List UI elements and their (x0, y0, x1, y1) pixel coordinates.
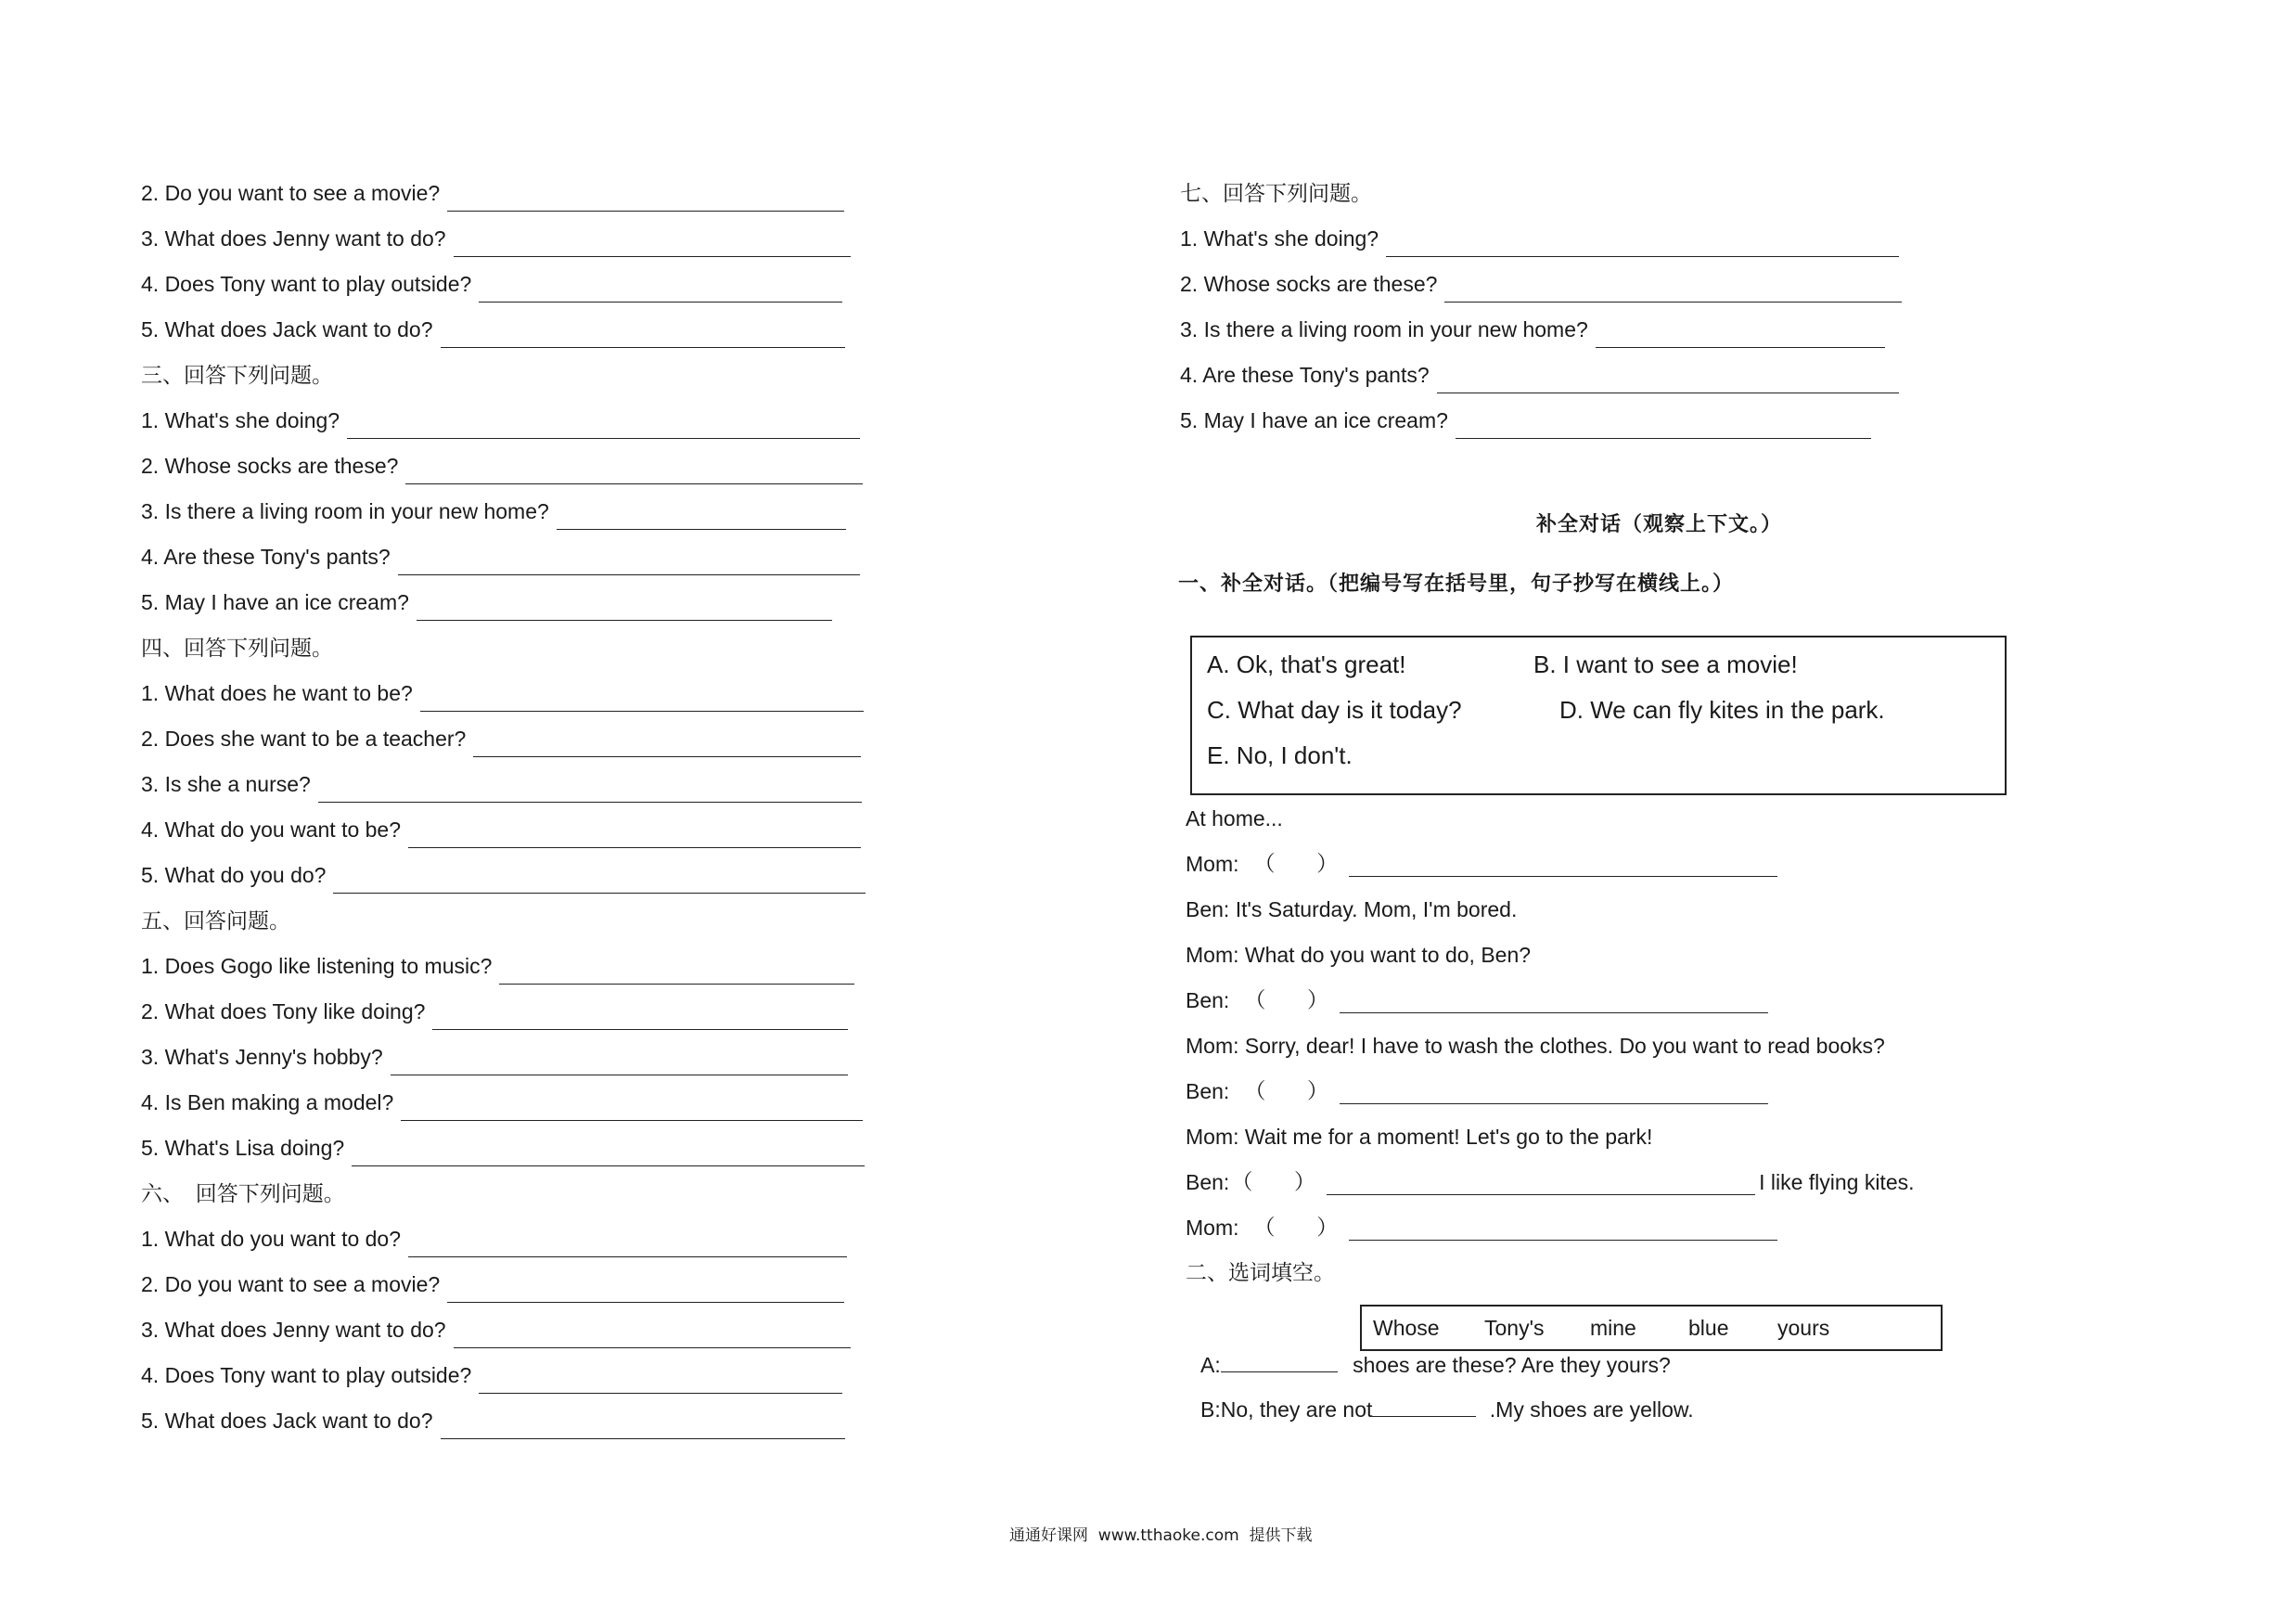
answer-blank[interactable] (401, 1098, 863, 1121)
question-text: 2. Does she want to be a teacher? (141, 727, 467, 751)
fill-suffix: shoes are these? Are they yours? (1353, 1353, 1671, 1377)
question-text: 3. Is there a living room in your new home? (1180, 317, 1588, 341)
section-heading-text: 六、 回答下列问题。 (141, 1181, 345, 1205)
answer-blank[interactable] (557, 507, 846, 530)
word-bank-box (1360, 1305, 1943, 1351)
question-line (141, 544, 860, 581)
question-line (141, 180, 844, 217)
footer-text: 通通好课网 www.tthaoke.com 提供下载 (1009, 1526, 1313, 1545)
word-bank-item: blue (1688, 1316, 1729, 1340)
answer-blank[interactable] (454, 1325, 851, 1348)
section-heading-text: 七、回答下列问题。 (1180, 181, 1372, 205)
dialogue-text: Mom: What do you want to do, Ben? (1186, 943, 1532, 967)
dialogue-fill-line (1186, 1073, 1768, 1110)
answer-blank[interactable] (1456, 416, 1871, 439)
option-c: C. What day is it today? (1207, 696, 1462, 724)
question-text: 2. Whose socks are these? (1180, 272, 1438, 296)
answer-blank[interactable] (479, 1371, 842, 1394)
answer-blank[interactable] (347, 416, 860, 439)
question-line (141, 1408, 845, 1445)
part1-heading: 一、补全对话。（把编号写在括号里，句子抄写在横线上。） (1178, 572, 1735, 596)
speaker-label: Mom: (1186, 1216, 1239, 1240)
answer-blank[interactable] (318, 779, 862, 803)
question-text: 3. What does Jenny want to do? (141, 226, 446, 251)
question-text: 5. What does Jack want to do? (141, 317, 433, 341)
dialogue-text: At home... (1186, 806, 1283, 830)
answer-blank[interactable] (432, 1007, 848, 1030)
fill-prefix: A: (1200, 1353, 1221, 1377)
answer-blank[interactable] (391, 1052, 848, 1075)
question-line (141, 589, 832, 626)
question-line (141, 498, 846, 535)
answer-blank[interactable] (1437, 370, 1899, 393)
section-heading (141, 1180, 345, 1217)
question-line (141, 771, 862, 808)
question-text: 1. Does Gogo like listening to music? (141, 954, 493, 978)
answer-blank[interactable] (420, 689, 864, 712)
section-heading (141, 362, 333, 399)
word-bank-item: Tony's (1484, 1316, 1545, 1340)
question-text: 1. What's she doing? (141, 408, 340, 432)
dialogue-line (1186, 1118, 1652, 1155)
question-line (141, 316, 845, 354)
section-heading-text: 三、回答下列问题。 (141, 363, 333, 387)
dialogue-line (1186, 800, 1283, 837)
dialogue-line (1186, 1027, 1885, 1064)
options-box (1190, 636, 2007, 795)
dialogue-fill-line (1186, 1209, 1777, 1246)
dialogue-text: Mom: Wait me for a moment! Let's go to the park! (1186, 1125, 1653, 1149)
fill-blank[interactable] (1221, 1351, 1338, 1372)
question-line (141, 1271, 844, 1308)
question-text: 4. Are these Tony's pants? (141, 545, 391, 569)
speaker-label: Ben: (1186, 1079, 1230, 1103)
question-line (1180, 316, 1885, 354)
answer-blank[interactable] (441, 325, 845, 348)
question-line (141, 271, 842, 308)
question-text: 4. Does Tony want to play outside? (141, 1363, 472, 1387)
dialogue-section-title: 补全对话（观察上下文。） (1536, 512, 1783, 536)
question-text: 4. Are these Tony's pants? (1180, 363, 1430, 387)
word-bank-item: yours (1777, 1316, 1830, 1340)
question-line (141, 225, 851, 263)
answer-blank[interactable] (441, 1416, 845, 1439)
question-text: 5. What does Jack want to do? (141, 1409, 433, 1433)
part2-heading: 二、选词填空。 (1186, 1260, 1335, 1284)
question-text: 5. What's Lisa doing? (141, 1136, 345, 1160)
option-d: D. We can fly kites in the park. (1559, 696, 1885, 724)
question-text: 2. Do you want to see a movie? (141, 181, 441, 205)
question-text: 2. Do you want to see a movie? (141, 1272, 441, 1296)
question-text: 5. What do you do? (141, 863, 327, 887)
question-line (141, 817, 861, 854)
answer-blank[interactable] (398, 552, 860, 575)
answer-blank[interactable] (447, 188, 844, 212)
dialogue-fill-line (1186, 845, 1777, 882)
question-line (141, 953, 854, 990)
answer-blank[interactable] (1349, 854, 1777, 877)
question-line (141, 1089, 863, 1126)
question-text: 2. Whose socks are these? (141, 454, 399, 478)
option-e: E. No, I don't. (1207, 741, 1353, 769)
dialogue-text: Mom: Sorry, dear! I have to wash the clothes. Do you want to read books? (1186, 1034, 1885, 1058)
question-line (1180, 362, 1899, 399)
speaker-label: Mom: (1186, 852, 1239, 876)
question-text: 1. What's she doing? (1180, 226, 1379, 251)
fill-prefix: B:No, they are not (1200, 1397, 1373, 1422)
question-text: 3. What does Jenny want to do? (141, 1318, 446, 1342)
question-line (141, 680, 864, 717)
question-line (141, 1044, 848, 1081)
answer-blank[interactable] (408, 1234, 847, 1257)
dialogue-text: Ben: It's Saturday. Mom, I'm bored. (1186, 897, 1518, 921)
answer-paren[interactable]: （ ） (1231, 1169, 1316, 1193)
question-line (141, 1317, 851, 1354)
answer-paren[interactable]: （ ） (1253, 1215, 1339, 1239)
option-b: B. I want to see a movie! (1533, 650, 1798, 678)
answer-blank[interactable] (1327, 1172, 1755, 1195)
question-text: 3. Is there a living room in your new home? (141, 499, 549, 523)
answer-blank[interactable] (405, 461, 863, 484)
question-line (1180, 407, 1871, 444)
speaker-label: Ben: (1186, 988, 1230, 1012)
answer-blank[interactable] (1444, 279, 1902, 303)
answer-paren[interactable]: （ ） (1244, 987, 1329, 1011)
question-text: 4. Does Tony want to play outside? (141, 272, 472, 296)
fill-sentence-a (1200, 1351, 1671, 1378)
dialogue-fill-line (1186, 982, 1768, 1019)
question-text: 5. May I have an ice cream? (141, 590, 409, 614)
question-text: 3. Is she a nurse? (141, 772, 311, 796)
question-text: 2. What does Tony like doing? (141, 999, 426, 1023)
answer-blank[interactable] (417, 598, 832, 621)
section-heading-text: 五、回答问题。 (141, 908, 290, 933)
question-text: 4. What do you want to be? (141, 817, 402, 842)
answer-blank[interactable] (454, 234, 851, 257)
question-line (141, 862, 866, 899)
answer-blank[interactable] (1596, 325, 1885, 348)
answer-blank[interactable] (408, 825, 861, 848)
question-line (141, 998, 848, 1036)
dialogue-line (1186, 936, 1531, 973)
dialogue-line (1186, 891, 1517, 928)
answer-blank[interactable] (479, 279, 842, 303)
question-line (141, 1362, 842, 1399)
question-text: 5. May I have an ice cream? (1180, 408, 1448, 432)
section-heading (1186, 1255, 1335, 1292)
question-text: 3. What's Jenny's hobby? (141, 1045, 383, 1069)
fill-sentence-b (1200, 1396, 1694, 1422)
question-line (141, 726, 861, 763)
section-heading (141, 635, 333, 672)
answer-blank[interactable] (499, 961, 854, 985)
dialogue-fill-line (1186, 1164, 1915, 1201)
speaker-label: Ben: (1186, 1170, 1230, 1194)
section-heading (1180, 180, 1372, 217)
question-line (141, 1135, 865, 1172)
fill-suffix: .My shoes are yellow. (1489, 1397, 1694, 1422)
question-line (141, 407, 860, 444)
answer-blank[interactable] (1386, 234, 1899, 257)
answer-blank[interactable] (1340, 1081, 1768, 1104)
answer-blank[interactable] (447, 1280, 844, 1303)
answer-blank[interactable] (352, 1143, 865, 1166)
answer-blank[interactable] (333, 870, 866, 894)
question-line (141, 1226, 847, 1263)
question-line (141, 453, 863, 490)
question-text: 4. Is Ben making a model? (141, 1090, 394, 1114)
question-text: 1. What do you want to do? (141, 1227, 402, 1251)
answer-blank[interactable] (1349, 1217, 1777, 1241)
option-a: A. Ok, that's great! (1207, 650, 1406, 678)
section-heading (141, 908, 290, 945)
dialogue-text: I like flying kites. (1759, 1170, 1915, 1194)
answer-paren[interactable]: （ ） (1253, 851, 1339, 875)
answer-paren[interactable]: （ ） (1244, 1078, 1329, 1102)
answer-blank[interactable] (473, 734, 861, 757)
question-text: 1. What does he want to be? (141, 681, 413, 705)
word-bank-item: mine (1590, 1316, 1636, 1340)
question-line (1180, 225, 1899, 263)
answer-blank[interactable] (1340, 990, 1768, 1013)
question-line (1180, 271, 1902, 308)
section-heading-text: 四、回答下列问题。 (141, 636, 333, 660)
word-bank-item: Whose (1373, 1316, 1440, 1340)
fill-blank[interactable] (1372, 1396, 1476, 1417)
